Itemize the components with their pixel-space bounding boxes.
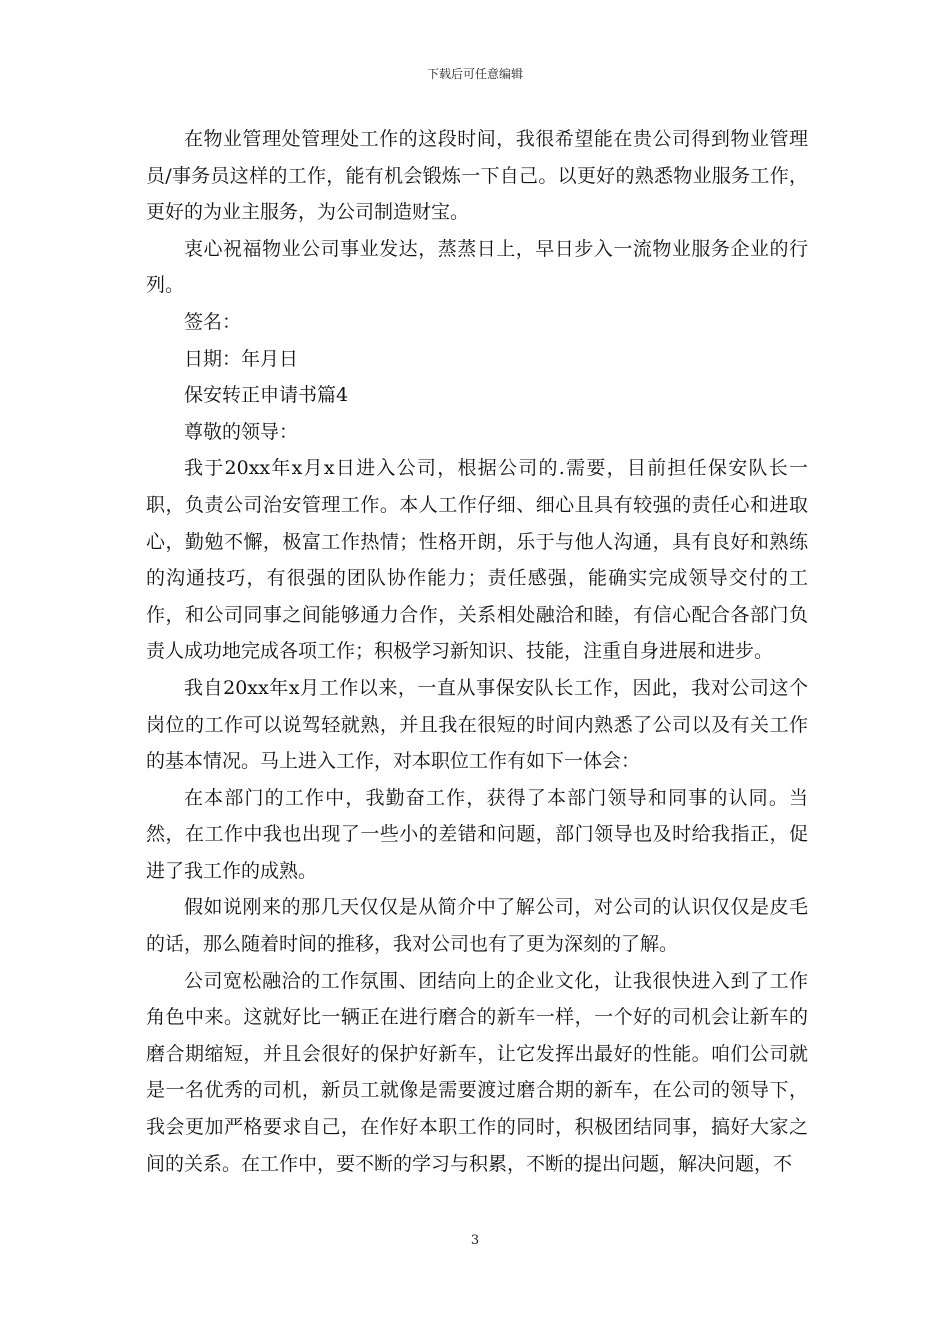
paragraph-work-experience: 我自20xx年x月工作以来，一直从事保安队长工作，因此，我对公司这个岗位的工作可以说驾轻就熟，并且我在很短的时间内熟悉了公司以及有关工作的基本情况。马上进入工作，对本职位工作有如下一体会： [146,676,808,773]
paragraph-company-culture: 公司宽松融洽的工作氛围、团结向上的企业文化，让我很快进入到了工作角色中来。这就好比一辆正在进行磨合的新车一样，一个好的司机会让新车的磨合期缩短，并且会很好的保护好新车，让它发挥出最好的性能。咱们公司就是一名优秀的司机，新员工就像是需要渡过磨合期的新车，在公司的领导下，我会更加严格要求自己，在作好本职工作的同时，积极团结同事，搞好大家之间的关系。在工作中，要不断的学习与积累，不断的提出问题，解决问题，不 [146,969,808,1175]
document-body [146,121,808,1182]
date-line: 日期：年月日 [184,347,299,370]
paragraph-blessing: 衷心祝福物业公司事业发达，蒸蒸日上，早日步入一流物业服务企业的行列。 [146,237,808,297]
signature-line: 签名： [184,310,242,333]
salutation: 尊敬的领导： [184,420,299,443]
paragraph-introduction: 我于20xx年x月x日进入公司，根据公司的.需要，目前担任保安队长一职，负责公司治安管理工作。本人工作仔细、细心且具有较强的责任心和进取心，勤勉不懈，极富工作热情；性格开朗，乐于与他人沟通，具有良好和熟练的沟通技巧，有很强的团队协作能力；责任感强，能确实完成领导交付的工作，和公司同事之间能够通力合作，关系相处融洽和睦，有信心配合各部门负责人成功地完成各项工作；积极学习新知识、技能，注重自身进展和进步。 [146,457,808,663]
paragraph-department-work: 在本部门的工作中，我勤奋工作，获得了本部门领导和同事的认同。当然，在工作中我也出现了一些小的差错和问题，部门领导也及时给我指正，促进了我工作的成熟。 [146,786,808,882]
paragraph-property-management: 在物业管理处管理处工作的这段时间，我很希望能在贵公司得到物业管理员/事务员这样的工作，能有机会锻炼一下自己。以更好的熟悉物业服务工作，更好的为业主服务，为公司制造财宝。 [146,128,808,224]
page-number: 3 [470,1233,480,1248]
page-header: 下载后可任意编辑 [426,67,523,81]
section-title: 保安转正申请书篇4 [184,384,349,407]
paragraph-company-understanding: 假如说刚来的那几天仅仅是从简介中了解公司，对公司的认识仅仅是皮毛的话，那么随着时间的推移，我对公司也有了更为深刻的了解。 [146,896,808,956]
